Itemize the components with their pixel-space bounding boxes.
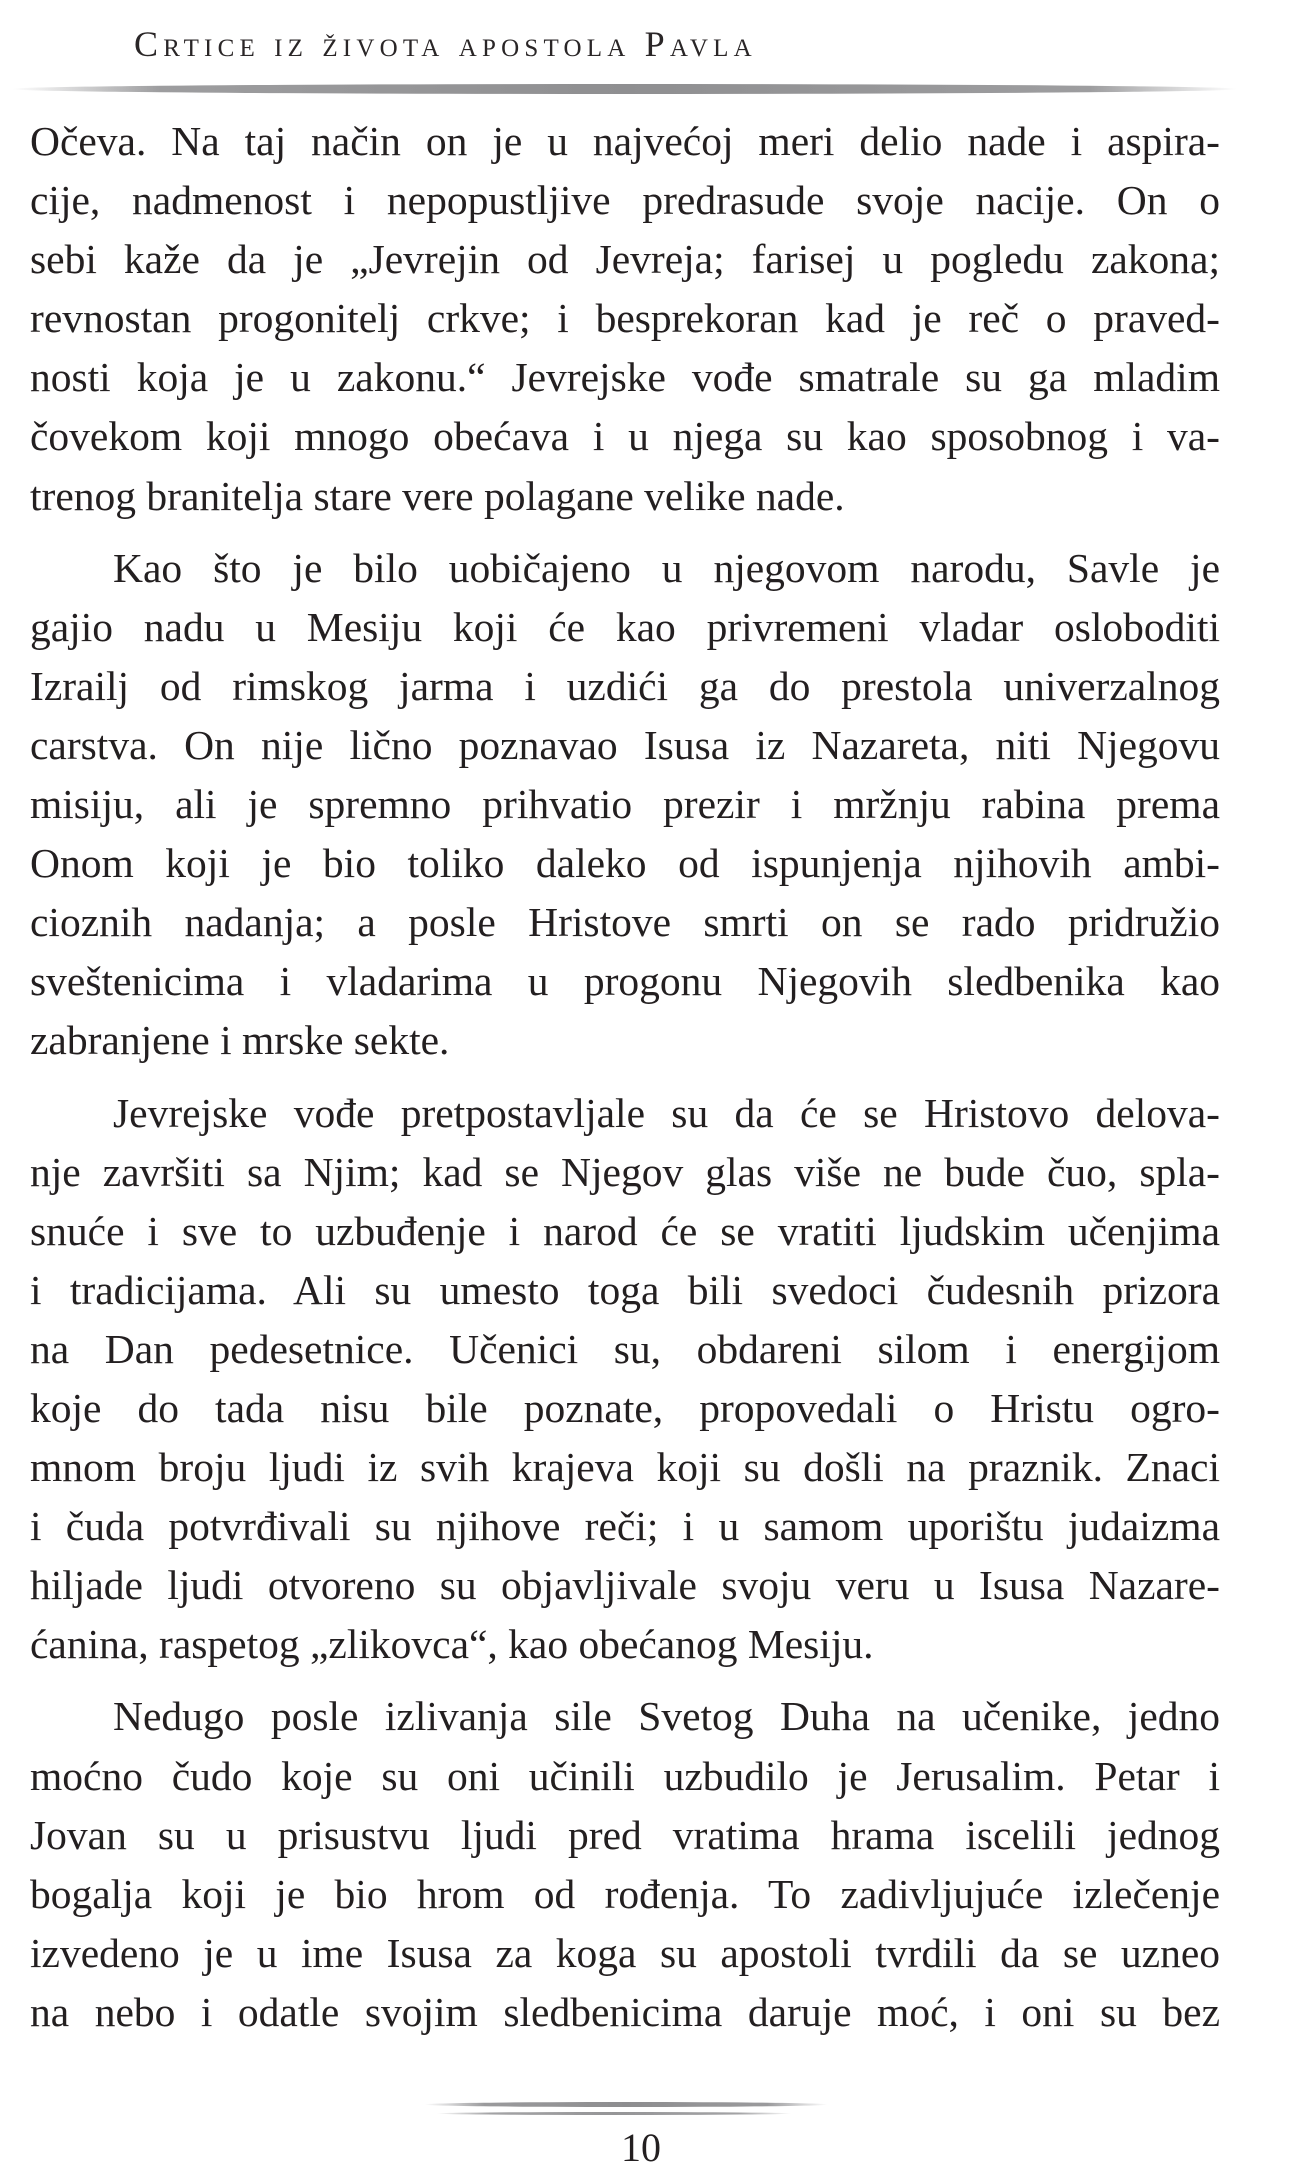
text-line: cioznih nadanja; a posle Hristove smrti on se rado pridružio bbox=[30, 899, 1220, 946]
footer-rule-secondary bbox=[436, 2112, 792, 2115]
text-line: mnom broju ljudi iz svih krajeva koji su došli na praznik. Znaci bbox=[30, 1444, 1220, 1491]
text-line: ćanina, raspetog „zlikovca“, kao obećanog Mesiju. bbox=[30, 1621, 874, 1668]
header-rule bbox=[12, 84, 1237, 94]
text-line: sveštenicima i vladarima u progonu Njegovih sledbenika kao bbox=[30, 958, 1220, 1005]
text-line: na Dan pedesetnice. Učenici su, obdareni silom i energijom bbox=[30, 1325, 1220, 1372]
text-line: nosti koja je u zakonu.“ Jevrejske vođe smatrale su ga mladim bbox=[30, 354, 1220, 401]
text-line: misiju, ali je spremno prihvatio prezir i mržnju rabina prema bbox=[30, 781, 1220, 828]
text-line: koje do tada nisu bile poznate, propovedali o Hristu ogro- bbox=[30, 1384, 1220, 1431]
text-line: i čuda potvrđivali su njihove reči; i u samom uporištu judaizma bbox=[30, 1503, 1220, 1550]
text-line: Izrailj od rimskog jarma i uzdići ga do prestola univerzalnog bbox=[30, 662, 1220, 709]
text-line: nje završiti sa Njim; kad se Njegov glas više ne bude čuo, spla- bbox=[30, 1148, 1220, 1195]
text-line: i tradicijama. Ali su umesto toga bili svedoci čudesnih prizora bbox=[30, 1266, 1220, 1313]
text-line: Jovan su u prisustvu ljudi pred vratima hrama iscelili jednog bbox=[30, 1811, 1220, 1858]
body-text bbox=[30, 112, 1220, 2055]
page-number: 10 bbox=[621, 2125, 661, 2170]
text-line: hiljade ljudi otvoreno su objavljivale svoju veru u Isusa Nazare- bbox=[30, 1562, 1220, 1609]
running-head-title: Crtice iz života apostola Pavla bbox=[134, 24, 757, 64]
paragraph bbox=[30, 539, 1220, 1071]
paragraph bbox=[30, 112, 1220, 526]
text-line: zabranjene i mrske sekte. bbox=[30, 1017, 450, 1064]
text-line: Očeva. Na taj način on je u najvećoj meri delio nade i aspira- bbox=[30, 118, 1220, 164]
text-line: revnostan progonitelj crkve; i besprekoran kad je reč o praved- bbox=[30, 295, 1220, 342]
text-line: na nebo i odatle svojim sledbenicima daruje moć, i oni su bez bbox=[30, 1988, 1220, 2035]
text-line: carstva. On nije lično poznavao Isusa iz Nazareta, niti Njegovu bbox=[30, 721, 1220, 768]
text-line: izvedeno je u ime Isusa za koga su apostoli tvrdili da se uzneo bbox=[30, 1929, 1220, 1976]
text-line: moćno čudo koje su oni učinili uzbudilo je Jerusalim. Petar i bbox=[30, 1752, 1220, 1799]
text-line: cije, nadmenost i nepopustljive predrasude svoje nacije. On o bbox=[30, 177, 1220, 224]
footer-rule bbox=[424, 2102, 828, 2107]
paragraph bbox=[30, 1084, 1220, 1675]
text-line: Jevrejske vođe pretpostavljale su da će se Hristovo delova- bbox=[113, 1089, 1220, 1136]
paragraph bbox=[30, 1687, 1220, 2042]
text-line: gajio nadu u Mesiju koji će kao privremeni vladar osloboditi bbox=[30, 603, 1220, 650]
text-line: sebi kaže da je „Jevrejin od Jevreja; farisej u pogledu zakona; bbox=[30, 236, 1220, 283]
text-line: bogalja koji je bio hrom od rođenja. To zadivljujuće izlečenje bbox=[30, 1870, 1220, 1917]
text-line: trenog branitelja stare vere polagane velike nade. bbox=[30, 472, 845, 519]
text-line: Onom koji je bio toliko daleko od ispunjenja njihovih ambi- bbox=[30, 840, 1220, 887]
text-line: čovekom koji mnogo obećava i u njega su kao sposobnog i va- bbox=[30, 413, 1220, 460]
text-line: Kao što je bilo uobičajeno u njegovom narodu, Savle je bbox=[113, 544, 1220, 591]
text-line: snuće i sve to uzbuđenje i narod će se vratiti ljudskim učenjima bbox=[30, 1207, 1220, 1254]
text-line: Nedugo posle izlivanja sile Svetog Duha na učenike, jedno bbox=[113, 1693, 1220, 1740]
